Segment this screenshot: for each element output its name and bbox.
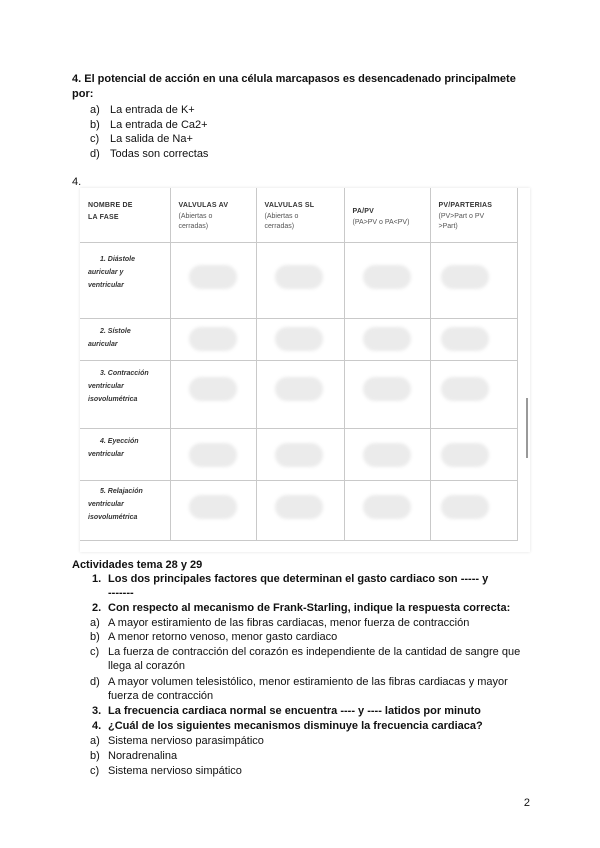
q2-option-letter: a) [90,617,100,629]
phase-cell: 5. Relajación ventricular isovolumétrica [80,480,170,540]
q2-option-text: A mayor volumen telesistólico, menor estiramiento de las fibras cardiacas y mayor [108,676,508,688]
q2-option-text: La fuerza de contracción del corazón es independiente de la cantidad de sangre que [108,646,521,658]
q2-option-letter: b) [90,631,100,643]
header-cell-pa-pv: PA/PV (PA>PV o PA<PV) [344,188,430,242]
q4-option-letter: c) [90,765,100,777]
q4-number: 4. [92,720,102,732]
answer-cell[interactable] [256,318,344,360]
q4-option-letter: b) [90,750,100,762]
answer-cell[interactable] [256,360,344,428]
q1-number: 1. [92,573,102,585]
answer-cell[interactable] [430,318,517,360]
phase-cell: 1. Diástole auricular y ventricular [80,242,170,318]
question-4-title [72,72,542,102]
activities-title: Actividades tema 28 y 29 [72,559,203,571]
q2-option-letter: d) [90,676,100,688]
question-4-title-line1: 4. El potencial de acción en una célula marcapasos es desencadenado principalmete [72,73,516,85]
answer-cell[interactable] [256,480,344,540]
answer-cell[interactable] [344,318,430,360]
q2-option-text: A mayor estiramiento de las fibras cardiacas, menor fuerza de contracción [108,617,470,629]
question-4-options [72,103,208,161]
table-scrollbar[interactable] [526,398,528,458]
header-cell-phase: NOMBRE DE LA FASE [80,188,170,242]
header-cell-sl: VALVULAS SL (Abiertas o cerradas) [256,188,344,242]
question-4-title-line2: por: [72,88,94,100]
option-item: d) Todas son correctas [90,147,209,160]
page-number: 2 [523,797,530,809]
q4-option-text: Noradrenalina [108,750,178,762]
q2-number: 2. [92,602,102,614]
option-item: a) La entrada de K+ [90,104,195,116]
answer-cell[interactable] [344,242,430,318]
phase-cell: 4. Eyección ventricular [80,428,170,480]
q2-option-text-cont: llega al corazón [108,660,186,672]
q2-option-text: A menor retorno venoso, menor gasto cardiaco [108,631,338,643]
answer-cell[interactable] [430,360,517,428]
cardiac-cycle-table [80,188,530,552]
q3-text: La frecuencia cardiaca normal se encuentra ---- y ---- latidos por minuto [108,705,481,717]
header-cell-av: VALVULAS AV (Abiertas o cerradas) [170,188,256,242]
phase-cell: 3. Contracción ventricular isovolumétrica [80,360,170,428]
q4-option-text: Sistema nervioso parasimpático [108,735,264,747]
option-item: c) La salida de Na+ [90,133,193,145]
answer-cell[interactable] [170,480,256,540]
answer-cell[interactable] [430,242,517,318]
question-4b-label: 4. [72,176,82,188]
answer-cell[interactable] [170,360,256,428]
q1-text: Los dos principales factores que determinan el gasto cardiaco son ----- y [108,573,489,585]
q4-option-text: Sistema nervioso simpático [108,765,242,777]
q4-option-letter: a) [90,735,100,747]
header-cell-pv-parterias: PV/PARTERIAS (PV>Part o PV >Part) [430,188,517,242]
answer-cell[interactable] [344,360,430,428]
answer-cell[interactable] [170,318,256,360]
answer-cell[interactable] [430,480,517,540]
answer-cell[interactable] [170,428,256,480]
q2-text: Con respecto al mecanismo de Frank-Starling, indique la respuesta correcta: [108,602,511,614]
q3-number: 3. [92,705,102,717]
answer-cell[interactable] [256,428,344,480]
q1-text-cont: ------- [108,587,134,599]
q4-text: ¿Cuál de los siguientes mecanismos disminuye la frecuencia cardiaca? [108,720,483,732]
phase-cell: 2. Sístole auricular [80,318,170,360]
q2-option-letter: c) [90,646,100,658]
answer-cell[interactable] [430,428,517,480]
answer-cell[interactable] [344,428,430,480]
answer-cell[interactable] [256,242,344,318]
answer-cell[interactable] [344,480,430,540]
q2-option-text-cont: fuerza de contracción [108,690,214,702]
option-item: b) La entrada de Ca2+ [90,118,208,131]
answer-cell[interactable] [170,242,256,318]
